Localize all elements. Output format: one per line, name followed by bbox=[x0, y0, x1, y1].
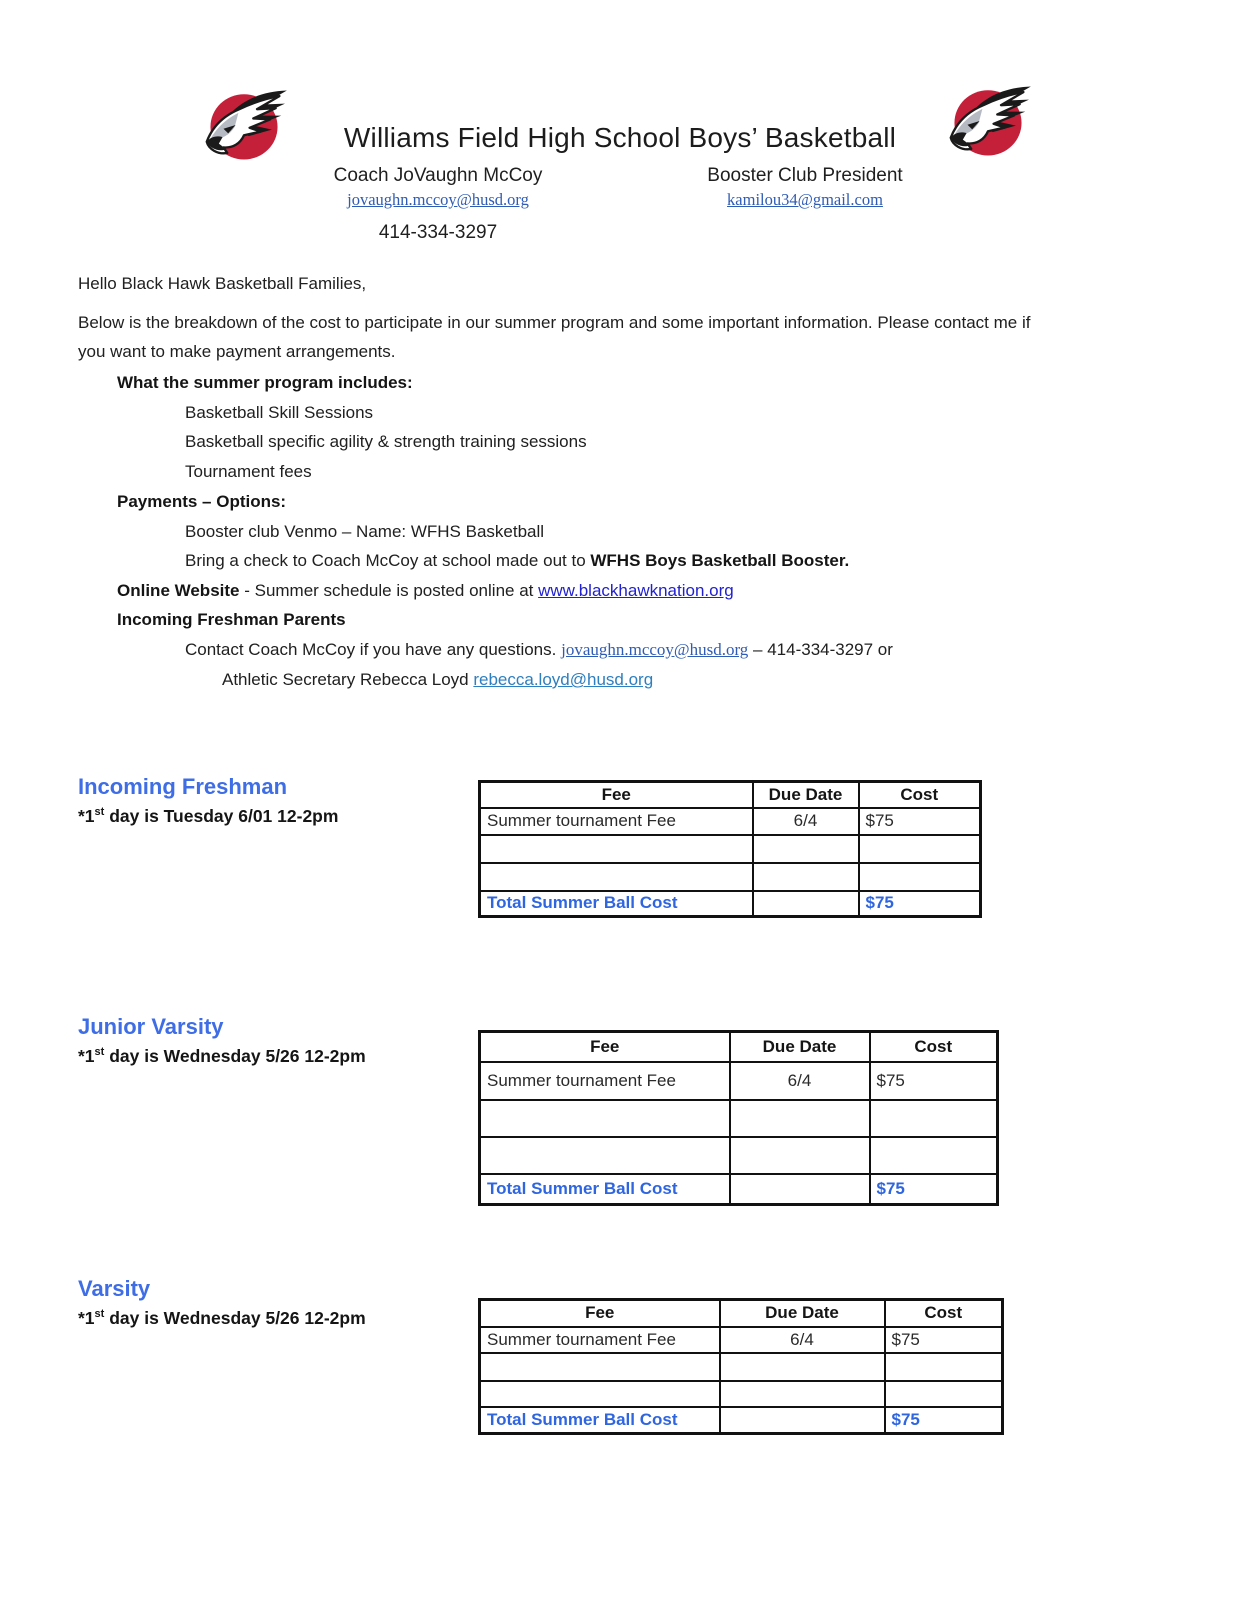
total-label-cell: Total Summer Ball Cost bbox=[480, 1174, 730, 1205]
fee-table-incoming-freshman bbox=[478, 780, 982, 918]
table-row-empty bbox=[480, 835, 981, 863]
website-label: Online Website bbox=[117, 581, 240, 600]
check-line-bold: WFHS Boys Basketball Booster. bbox=[590, 551, 850, 570]
fee-cell: Summer tournament Fee bbox=[480, 1327, 720, 1353]
table-row-empty bbox=[480, 1137, 998, 1174]
page-title: Williams Field High School Boys’ Basketball bbox=[343, 122, 897, 153]
website-text: - Summer schedule is posted online at bbox=[239, 581, 539, 600]
table-row-empty bbox=[480, 1353, 1003, 1381]
table-row-empty bbox=[480, 1381, 1003, 1407]
coach-name: Coach JoVaughn McCoy bbox=[333, 165, 543, 186]
fee-cell: Summer tournament Fee bbox=[480, 808, 753, 835]
section-heading-junior-varsity: Junior Varsity bbox=[78, 1014, 224, 1039]
col-header-due-date: Due Date bbox=[720, 1300, 885, 1327]
table-row bbox=[480, 1062, 998, 1100]
total-label-cell: Total Summer Ball Cost bbox=[480, 891, 753, 917]
table-row bbox=[480, 1327, 1003, 1353]
booster-title: Booster Club President bbox=[707, 165, 903, 186]
intro-paragraph-line1: Below is the breakdown of the cost to participate in our summer program and some important information. Please contact me if bbox=[78, 313, 1031, 332]
contact-suffix: – 414-334-3297 or bbox=[748, 640, 893, 659]
table-row-total bbox=[480, 891, 981, 917]
check-line-text: Bring a check to Coach McCoy at school made out to bbox=[185, 551, 591, 570]
fee-table-junior-varsity bbox=[478, 1030, 999, 1206]
contact-email-link[interactable]: jovaughn.mccoy@husd.org bbox=[561, 640, 749, 659]
col-header-cost: Cost bbox=[859, 782, 981, 808]
total-cost-cell: $75 bbox=[859, 891, 981, 917]
booster-email-link[interactable]: kamilou34@gmail.com bbox=[727, 190, 883, 209]
cost-cell: $75 bbox=[859, 808, 981, 835]
col-header-cost: Cost bbox=[885, 1300, 1003, 1327]
col-header-fee: Fee bbox=[480, 782, 753, 808]
contact-text: Contact Coach McCoy if you have any questions. bbox=[185, 640, 562, 659]
fee-cell: Summer tournament Fee bbox=[480, 1062, 730, 1100]
table-row bbox=[480, 808, 981, 835]
total-cost-cell: $75 bbox=[870, 1174, 998, 1205]
coach-email-link[interactable]: jovaughn.mccoy@husd.org bbox=[347, 190, 529, 209]
intro-paragraph-line2: you want to make payment arrangements. bbox=[78, 342, 396, 361]
greeting-line: Hello Black Hawk Basketball Families, bbox=[78, 274, 367, 293]
total-cost-cell: $75 bbox=[885, 1407, 1003, 1434]
col-header-cost: Cost bbox=[870, 1032, 998, 1062]
table-row-empty bbox=[480, 1100, 998, 1137]
section-sub-varsity: *1st day is Wednesday 5/26 12-2pm bbox=[78, 1308, 366, 1328]
due-cell: 6/4 bbox=[753, 808, 859, 835]
contact-line bbox=[185, 638, 893, 661]
cost-cell: $75 bbox=[885, 1327, 1003, 1353]
cost-cell: $75 bbox=[870, 1062, 998, 1100]
secretary-text: Athletic Secretary Rebecca Loyd bbox=[222, 670, 474, 689]
coach-contact-block bbox=[298, 165, 578, 210]
venmo-line: Booster club Venmo – Name: WFHS Basketball bbox=[185, 522, 545, 541]
due-cell: 6/4 bbox=[730, 1062, 870, 1100]
table-row-total bbox=[480, 1174, 998, 1205]
section-heading-incoming-freshman: Incoming Freshman bbox=[78, 774, 288, 799]
website-line bbox=[117, 579, 734, 602]
col-header-due-date: Due Date bbox=[730, 1032, 870, 1062]
includes-item-3: Tournament fees bbox=[185, 462, 312, 481]
col-header-fee: Fee bbox=[480, 1032, 730, 1062]
table-row-empty bbox=[480, 863, 981, 891]
freshman-parents-heading: Incoming Freshman Parents bbox=[117, 610, 346, 629]
blackhawknation-link[interactable]: www.blackhawknation.org bbox=[538, 581, 734, 600]
col-header-fee: Fee bbox=[480, 1300, 720, 1327]
section-sub-incoming-freshman: *1st day is Tuesday 6/01 12-2pm bbox=[78, 806, 339, 826]
booster-contact-block bbox=[665, 165, 945, 210]
coach-phone: 414-334-3297 bbox=[378, 222, 498, 243]
secretary-email-link[interactable]: rebecca.loyd@husd.org bbox=[473, 670, 654, 689]
check-line bbox=[185, 549, 849, 572]
total-label-cell: Total Summer Ball Cost bbox=[480, 1407, 720, 1434]
col-header-due-date: Due Date bbox=[753, 782, 859, 808]
due-cell: 6/4 bbox=[720, 1327, 885, 1353]
secretary-line bbox=[222, 668, 653, 691]
section-sub-junior-varsity: *1st day is Wednesday 5/26 12-2pm bbox=[78, 1046, 366, 1066]
fee-table-varsity bbox=[478, 1298, 1004, 1435]
includes-item-2: Basketball specific agility & strength training sessions bbox=[185, 432, 587, 451]
includes-item-1: Basketball Skill Sessions bbox=[185, 403, 374, 422]
payments-heading: Payments – Options: bbox=[117, 492, 287, 511]
table-row-total bbox=[480, 1407, 1003, 1434]
section-heading-varsity: Varsity bbox=[78, 1276, 151, 1301]
includes-heading: What the summer program includes: bbox=[117, 373, 413, 392]
